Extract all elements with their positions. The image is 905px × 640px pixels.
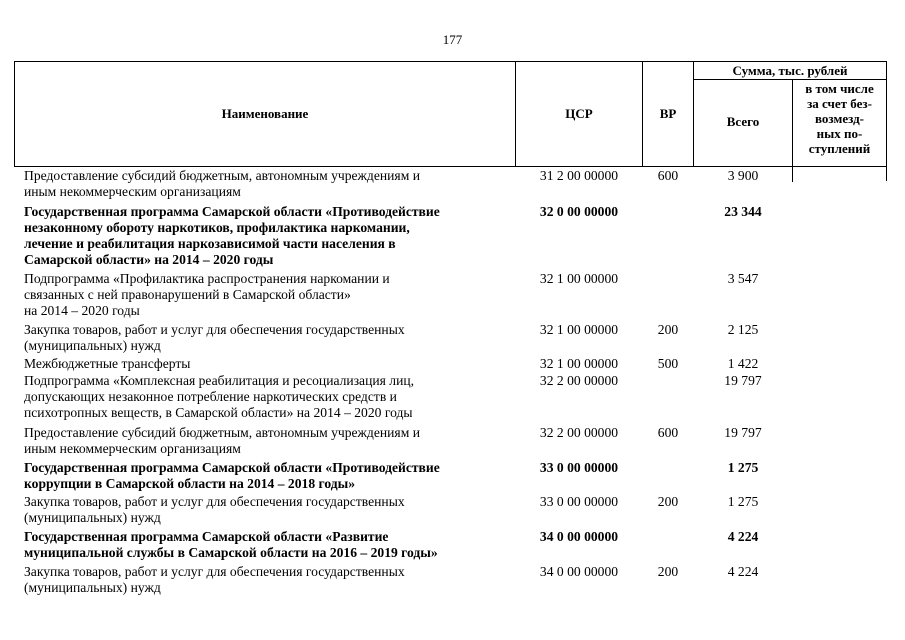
table-row-name: Подпрограмма «Профилактика распространения наркомании и связанных с ней правонарушений в Самарской области» на 2014 – 2020 годы: [24, 271, 390, 318]
header-vr: ВР: [659, 106, 677, 121]
table-row-total: 4 224: [727, 564, 759, 579]
header-top-border: [14, 61, 887, 62]
table-row-name: Предоставление субсидий бюджетным, автономным учреждениям и иным некоммерческим организациям: [24, 168, 420, 199]
table-row-total: 1 275: [727, 494, 759, 509]
header-name: Наименование: [221, 106, 309, 121]
table-row-name: Закупка товаров, работ и услуг для обеспечения государственных (муниципальных) нужд: [24, 564, 405, 595]
table-row-name: Предоставление субсидий бюджетным, автономным учреждениям и иным некоммерческим организациям: [24, 425, 420, 456]
table-row-name: Межбюджетные трансферты: [24, 356, 191, 371]
table-row-name: Государственная программа Самарской области «Развитие муниципальной службы в Самарской области на 2016 – 2019 годы»: [24, 529, 438, 560]
table-row-total: 1 275: [727, 460, 759, 475]
table-row-total: 19 797: [724, 373, 762, 388]
header-bottom-border: [14, 166, 887, 167]
table-row-name: Подпрограмма «Комплексная реабилитация и ресоциализация лиц, допускающих незаконное потребление наркотических средств и психотропных веществ, в Самарской области» на 2014 – 2020 годы: [24, 373, 415, 420]
table-row-total: 4 224: [727, 529, 759, 544]
table-row-total: 3 900: [727, 168, 759, 183]
table-row-csr: 34 0 00 00000: [539, 529, 619, 544]
table-row-csr: 32 1 00 00000: [539, 322, 619, 337]
table-row-total: 3 547: [727, 271, 759, 286]
table-row-vr: 200: [657, 494, 679, 509]
table-row-total: 2 125: [727, 322, 759, 337]
table-row-name: Закупка товаров, работ и услуг для обеспечения государственных (муниципальных) нужд: [24, 494, 405, 525]
table-row-csr: 34 0 00 00000: [539, 564, 619, 579]
table-row-csr: 31 2 00 00000: [539, 168, 619, 183]
table-row-vr: 600: [657, 168, 679, 183]
header-sum-group: Сумма, тыс. рублей: [732, 63, 848, 78]
table-row-vr: 500: [657, 356, 679, 371]
table-row-name: Закупка товаров, работ и услуг для обеспечения государственных (муниципальных) нужд: [24, 322, 405, 353]
page-number: 177: [442, 32, 463, 47]
table-row-csr: 33 0 00 00000: [539, 494, 619, 509]
table-right-border: [886, 61, 887, 181]
table-row-csr: 32 2 00 00000: [539, 425, 619, 440]
table-row-vr: 200: [657, 322, 679, 337]
table-row-name: Государственная программа Самарской области «Противодействие незаконному обороту наркотиков, профилактика наркомании, лечение и реабилитация наркозависимой части населения в Самарской области» на 2014 – 2020 годы: [24, 204, 440, 267]
table-row-total: 23 344: [724, 204, 762, 219]
sum-group-divider: [694, 79, 887, 80]
table-row-csr: 32 1 00 00000: [539, 356, 619, 371]
table-row-vr: 600: [657, 425, 679, 440]
table-row-vr: 200: [657, 564, 679, 579]
table-row-csr: 32 2 00 00000: [539, 373, 619, 388]
table-row-total: 19 797: [724, 425, 762, 440]
table-row-csr: 32 0 00 00000: [539, 204, 619, 219]
table-row-name: Государственная программа Самарской области «Противодействие коррупции в Самарской области на 2014 – 2018 годы»: [24, 460, 440, 491]
table-row-total: 1 422: [727, 356, 759, 371]
header-including: в том числе за счет без- возмезд- ных по- ступлений: [805, 81, 874, 156]
header-total: Всего: [726, 114, 760, 129]
table-row-csr: 33 0 00 00000: [539, 460, 619, 475]
header-csr: ЦСР: [565, 106, 593, 121]
table-row-csr: 32 1 00 00000: [539, 271, 619, 286]
